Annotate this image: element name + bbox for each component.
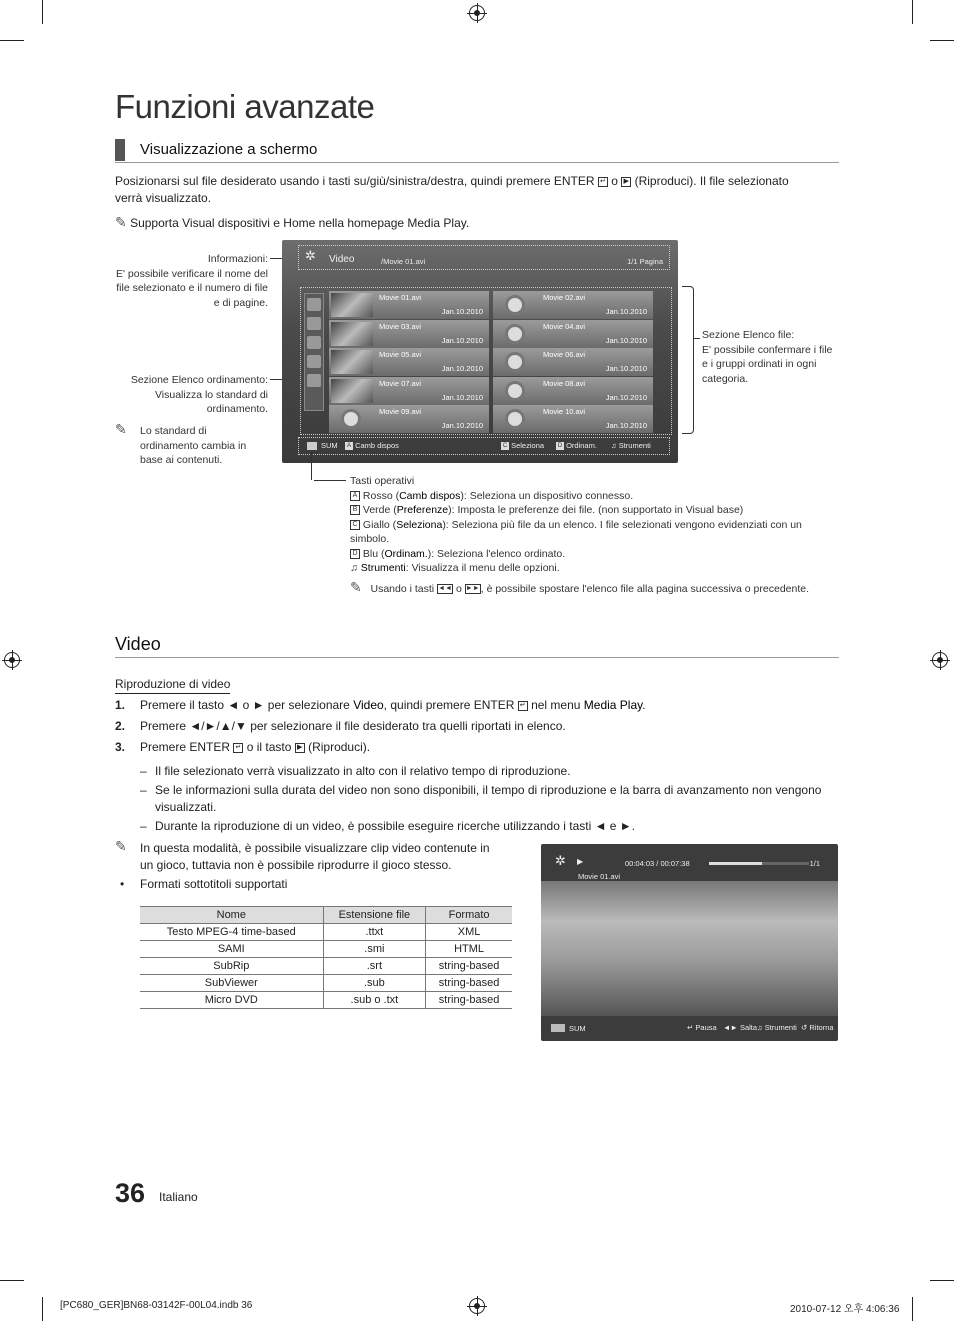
operation-bar: SUM A Camb dispos C Seleziona D Ordinam. ♫ Strumenti bbox=[298, 437, 670, 455]
file-date: Jan.10.2010 bbox=[605, 392, 647, 402]
playback-time: 00:04:03 / 00:07:38 bbox=[625, 859, 690, 868]
enter-key-label: ENTER bbox=[553, 174, 595, 188]
table-cell: string-based bbox=[426, 958, 512, 975]
tools-icon: ♫ bbox=[611, 441, 617, 450]
file-list-item[interactable] bbox=[329, 377, 489, 405]
strumenti-button[interactable]: ♫ Strumenti bbox=[611, 441, 651, 450]
print-footer-left: [PC680_GER]BN68-03142F-00L04.indb 36 bbox=[60, 1300, 253, 1311]
media-play-screen bbox=[282, 240, 678, 463]
page-number: 36 bbox=[115, 1178, 146, 1208]
registration-mark-icon bbox=[4, 652, 20, 668]
file-date: Jan.10.2010 bbox=[605, 421, 647, 430]
tools-icon: ♫ bbox=[757, 1023, 763, 1032]
callout-files: Sezione Elenco file: E' possibile confermare i file e i gruppi ordinati in ogni categoria. bbox=[702, 329, 833, 385]
crop-mark bbox=[912, 1297, 913, 1321]
table-row bbox=[140, 941, 512, 958]
registration-mark-icon bbox=[932, 652, 948, 668]
file-date: Jan.10.2010 bbox=[441, 307, 483, 316]
file-list-item[interactable] bbox=[329, 320, 489, 348]
section-title: Video bbox=[115, 634, 161, 654]
video-category-icon: ✲ bbox=[555, 853, 566, 868]
key-a-icon: A bbox=[350, 491, 360, 501]
sort-image-icon[interactable] bbox=[307, 317, 321, 330]
video-thumbnail bbox=[331, 379, 373, 403]
video-thumbnail bbox=[331, 322, 373, 346]
callout-sort-note: ✎ Lo standard di ordinamento cambia in base ai contenuti. bbox=[115, 421, 247, 466]
file-list-bracket bbox=[682, 286, 694, 434]
progress-fill bbox=[709, 862, 762, 865]
film-reel-icon bbox=[505, 324, 525, 344]
camb-dispos-button[interactable]: A Camb dispos bbox=[346, 441, 399, 450]
note-pencil-icon: ✎ bbox=[115, 421, 127, 437]
section-marker bbox=[115, 139, 125, 161]
note-pencil-icon: ✎ bbox=[115, 214, 127, 230]
video-frame-image bbox=[541, 881, 838, 1016]
file-name: Movie 04.avi bbox=[543, 321, 586, 331]
file-name: Movie 06.avi bbox=[543, 350, 586, 359]
table-row bbox=[140, 992, 512, 1009]
ritorna-button[interactable]: ↺ Ritorna bbox=[801, 1023, 834, 1032]
section-rule bbox=[115, 162, 839, 163]
crop-mark bbox=[912, 0, 913, 24]
fast-forward-icon: ►► bbox=[465, 584, 480, 592]
film-reel-icon bbox=[505, 381, 525, 401]
strumenti-button[interactable]: ♫ Strumenti bbox=[757, 1023, 797, 1032]
film-reel-icon bbox=[341, 409, 361, 429]
video-thumbnail bbox=[331, 293, 373, 317]
table-row bbox=[140, 975, 512, 992]
note-pencil-icon: ✎ bbox=[115, 838, 127, 854]
bullet-item: • Formati sottotitoli supportati bbox=[120, 877, 288, 891]
callout-sort: Sezione Elenco ordinamento: Visualizza lo standard di ordinamento. bbox=[130, 374, 268, 415]
dash-list: – Il file selezionato verrà visualizzato in alto con il relativo tempo di riproduzione. – Se le informazioni sulla durata del video non sono disponibili, il tempo di riproduzione e la barra di avanzamento non vengono visualizzati. – Durante la riproduzione di un video, è possibile eseguire ricerche utilizzando i tasti ◄ e ►. bbox=[140, 764, 822, 833]
table-cell: .srt bbox=[323, 958, 426, 975]
sort-favorite-icon[interactable] bbox=[307, 374, 321, 387]
file-name: Movie 10.avi bbox=[543, 407, 586, 416]
sort-list bbox=[304, 293, 324, 411]
file-list-item[interactable] bbox=[329, 405, 489, 433]
table-cell: SubViewer bbox=[140, 975, 323, 992]
pausa-button[interactable]: ↵ Pausa bbox=[687, 1023, 717, 1032]
table-cell: SubRip bbox=[140, 958, 323, 975]
video-category-icon: ✲ bbox=[305, 248, 316, 263]
file-date: Jan.10.2010 bbox=[605, 307, 647, 316]
sort-calendar-icon[interactable] bbox=[307, 336, 321, 349]
file-list-item[interactable] bbox=[493, 348, 653, 376]
crop-mark bbox=[930, 1280, 954, 1281]
ordinam-button[interactable]: D Ordinam. bbox=[557, 441, 597, 450]
game-note: ✎ In questa modalità, è possibile visualizzare clip video contenute in un gioco, tuttavia non è possibile riprodurre il gioco stesso. bbox=[115, 838, 490, 872]
video-thumbnail bbox=[331, 350, 373, 374]
film-reel-icon bbox=[505, 409, 525, 429]
video-player-screen bbox=[541, 844, 838, 1041]
table-cell: string-based bbox=[426, 992, 512, 1009]
salta-button[interactable]: ◄► Salta bbox=[723, 1023, 758, 1032]
sort-index-icon[interactable] bbox=[307, 355, 321, 368]
sort-folder-icon[interactable] bbox=[307, 298, 321, 311]
film-reel-icon bbox=[505, 295, 525, 315]
operation-keys: Tasti operativi A Rosso (Camb dispos): Seleziona un dispositivo connesso. B Verde (Preferenze): Imposta le preferenze dei file. (non supportato in Visual base) C Giallo (Seleziona): Seleziona più file da un elenco. I file selezionati vengono evidenziati con un simbolo. D Blu (Ordinam.): Seleziona l'elenco ordinato. ♫ Strumenti: Visualizza il menu delle opzioni. ✎ Usando i tasti ◄◄ o ►►, è possibile spostare l'elenco file alla pagina successiva o precedente. bbox=[350, 475, 810, 595]
file-date: Jan.10.2010 bbox=[441, 335, 483, 345]
return-icon: ↺ bbox=[801, 1023, 808, 1032]
intro-paragraph: Posizionarsi sul file desiderato usando i tasti su/giù/sinistra/destra, quindi premere ENTER ↵ o ▶ (Riproduci). Il file selezionato verrà visualizzato. bbox=[115, 174, 789, 205]
play-icon: ▶ bbox=[621, 177, 631, 187]
file-name: Movie 03.avi bbox=[379, 321, 422, 331]
file-count: 1/1 bbox=[809, 859, 820, 868]
play-icon: ▶ bbox=[295, 743, 305, 753]
enter-icon: ↵ bbox=[687, 1023, 694, 1032]
table-row bbox=[140, 958, 512, 975]
file-date: Jan.10.2010 bbox=[605, 335, 647, 345]
file-name: Movie 05.avi bbox=[379, 350, 422, 359]
usb-icon bbox=[307, 442, 317, 450]
column-header: Nome bbox=[140, 907, 323, 924]
steps-list: 1. Premere il tasto ◄ o ► per selezionare Video, quindi premere ENTER ↵ nel menu Media Play. 2. Premere ◄/►/▲/▼ per selezionare il file desiderato tra quelli riportati in elenco. 3. Premere ENTER ↵ o il tasto ▶ (Riproduci). bbox=[115, 698, 646, 754]
subtitle-formats-table bbox=[140, 906, 512, 1009]
section-rule bbox=[115, 657, 839, 658]
info-bar bbox=[298, 245, 670, 270]
note-pencil-icon: ✎ bbox=[350, 578, 362, 595]
table-cell: .sub o .txt bbox=[323, 992, 426, 1009]
file-name: Movie 08.avi bbox=[543, 378, 586, 388]
film-reel-icon bbox=[505, 352, 525, 372]
file-date: Jan.10.2010 bbox=[441, 392, 483, 402]
category-label: Video bbox=[329, 254, 355, 265]
file-date: Jan.10.2010 bbox=[441, 364, 483, 373]
usb-icon bbox=[551, 1024, 565, 1032]
file-list-item[interactable] bbox=[493, 320, 653, 348]
crop-mark bbox=[42, 0, 43, 24]
table-cell: .sub bbox=[323, 975, 426, 992]
crop-mark bbox=[930, 40, 954, 41]
file-path: /Movie 01.avi bbox=[381, 257, 426, 266]
column-header: Formato bbox=[426, 907, 512, 924]
column-header: Estensione file bbox=[323, 907, 426, 924]
table-cell: Testo MPEG-4 time-based bbox=[140, 924, 323, 941]
print-footer-right: 2010-07-12 오후 4:06:36 bbox=[790, 1304, 900, 1315]
table-cell: SAMI bbox=[140, 941, 323, 958]
player-controls: SUM ↵ Pausa ◄► Salta ♫ Strumenti ↺ Ritorna bbox=[541, 1016, 838, 1041]
callout-line bbox=[314, 480, 346, 481]
page-title: Funzioni avanzate bbox=[115, 88, 375, 125]
file-list bbox=[300, 287, 672, 435]
table-cell: .smi bbox=[323, 941, 426, 958]
page-indicator: 1/1 Pagina bbox=[627, 257, 663, 266]
table-cell: XML bbox=[426, 924, 512, 941]
page-language: Italiano bbox=[159, 1190, 198, 1204]
callout-line bbox=[694, 338, 700, 339]
note-line: ✎ Supporta Visual dispositivi e Home nella homepage Media Play. bbox=[115, 214, 470, 230]
table-cell: .ttxt bbox=[323, 924, 426, 941]
registration-mark-icon bbox=[469, 5, 485, 21]
file-name: Movie 02.avi bbox=[543, 293, 586, 302]
play-status-icon: ▶ bbox=[577, 857, 584, 866]
subheading: Riproduzione di video bbox=[115, 676, 230, 694]
crop-mark bbox=[0, 1280, 24, 1281]
seleziona-button[interactable]: C Seleziona bbox=[502, 441, 545, 450]
progress-bar[interactable] bbox=[709, 862, 809, 865]
file-name: Movie 01.avi bbox=[578, 872, 621, 881]
enter-icon: ↵ bbox=[233, 743, 243, 753]
key-d-icon: D bbox=[350, 549, 360, 559]
enter-icon: ↵ bbox=[518, 701, 528, 711]
registration-mark-icon bbox=[469, 1298, 485, 1314]
table-cell: string-based bbox=[426, 975, 512, 992]
file-name: Movie 07.avi bbox=[379, 378, 422, 388]
file-name: Movie 01.avi bbox=[379, 293, 422, 302]
key-c-icon: C bbox=[350, 520, 360, 530]
file-list-item[interactable] bbox=[493, 291, 653, 319]
table-cell: Micro DVD bbox=[140, 992, 323, 1009]
file-name: Movie 09.avi bbox=[379, 407, 422, 416]
file-date: Jan.10.2010 bbox=[441, 421, 483, 430]
file-list-item[interactable] bbox=[329, 348, 489, 376]
file-date: Jan.10.2010 bbox=[605, 364, 647, 373]
callout-line bbox=[311, 452, 312, 480]
enter-icon: ↵ bbox=[598, 177, 608, 187]
file-list-item[interactable] bbox=[329, 291, 489, 319]
tools-icon: ♫ bbox=[350, 562, 358, 574]
crop-mark bbox=[42, 1297, 43, 1321]
section-title: Visualizzazione a schermo bbox=[140, 141, 318, 158]
table-row bbox=[140, 924, 512, 941]
callout-info: Informazioni: E' possibile verificare il nome del file selezionato e il numero di file e di pagine. bbox=[116, 253, 268, 309]
crop-mark bbox=[0, 40, 24, 41]
key-b-icon: B bbox=[350, 505, 360, 515]
table-cell: HTML bbox=[426, 941, 512, 958]
left-right-icon: ◄► bbox=[723, 1023, 738, 1032]
file-list-item[interactable] bbox=[493, 377, 653, 405]
rewind-icon: ◄◄ bbox=[438, 584, 452, 592]
file-list-item[interactable] bbox=[493, 405, 653, 433]
